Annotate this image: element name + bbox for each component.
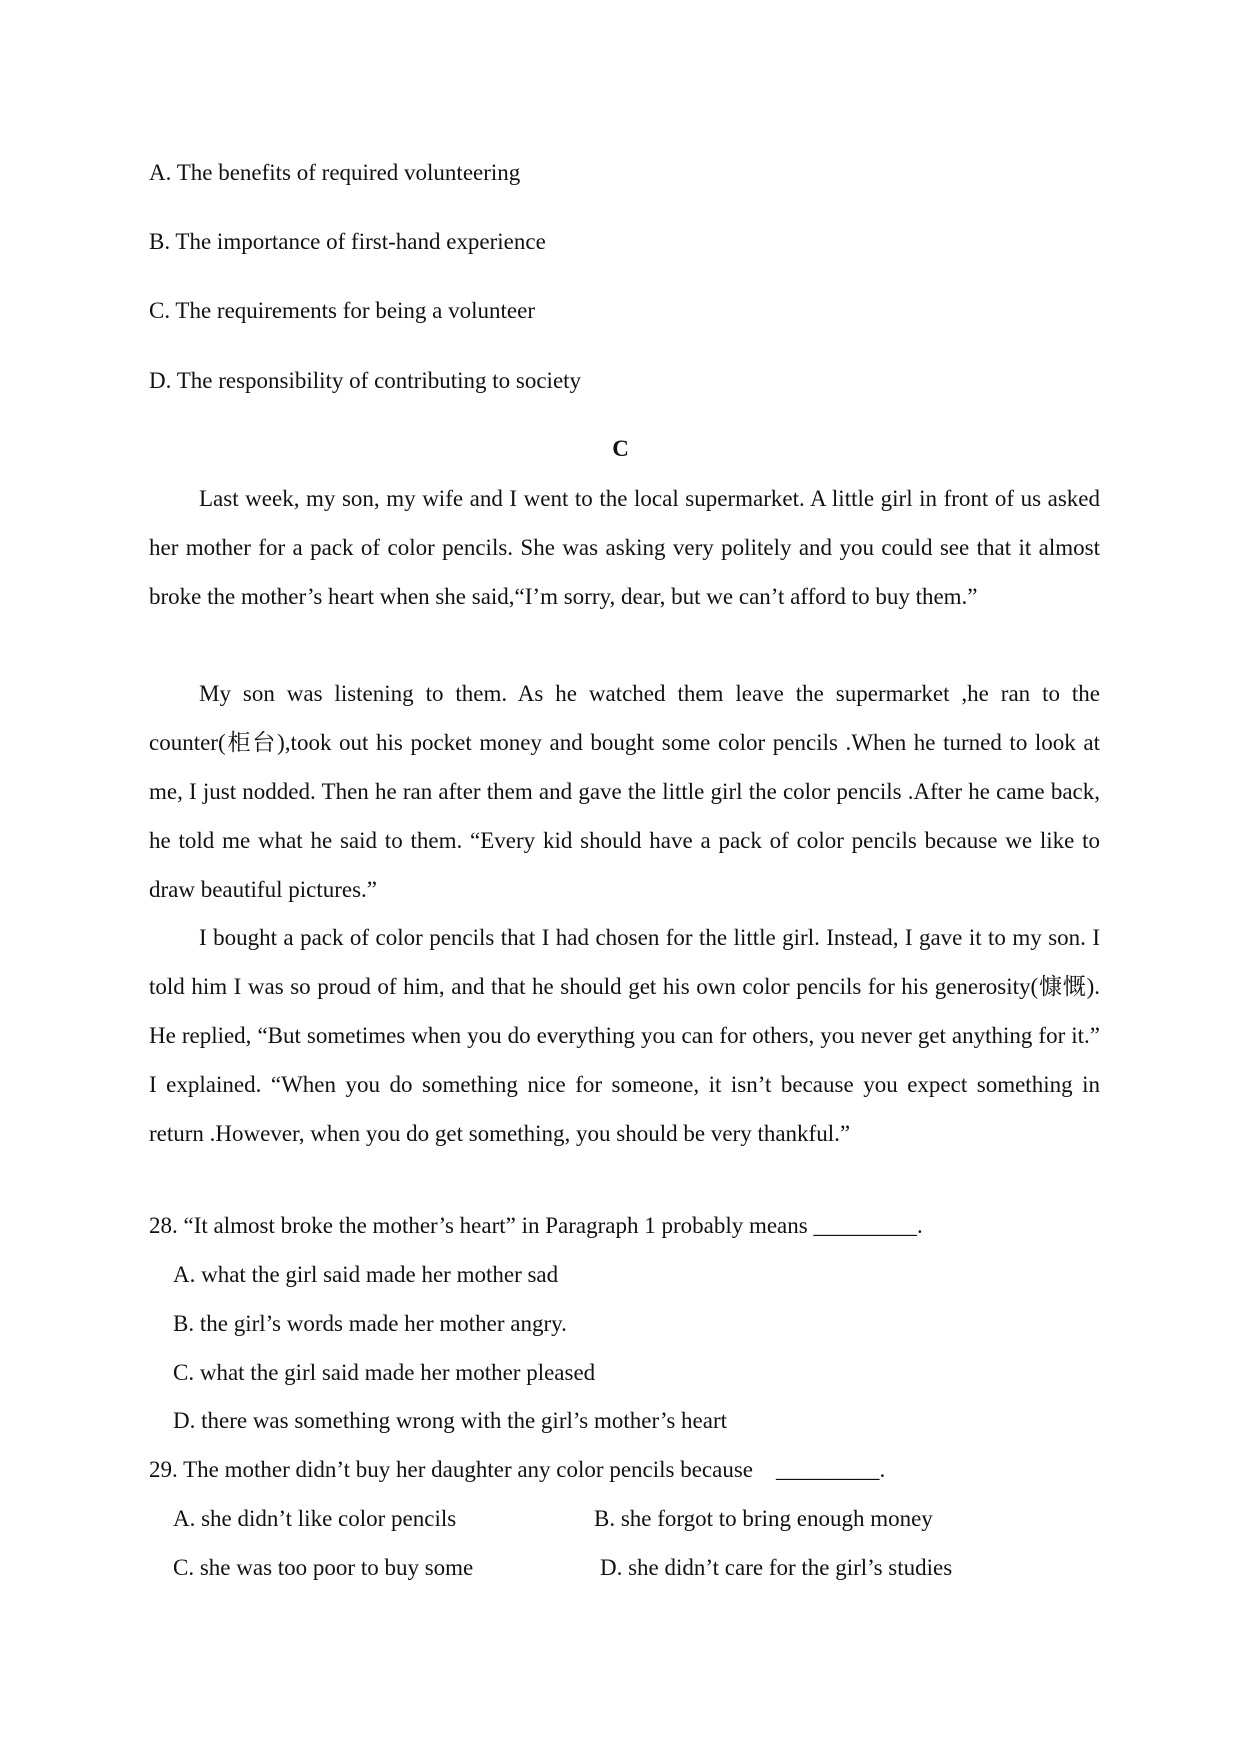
passage-paragraph-2: My son was listening to them. As he watched them leave the supermarket ,he ran to the counter(柜台),took out his pocket money and bought some color pencils .When he turned to look at me, I just nodded. Then he ran after them and gave the little girl the color pencils .After he came back, he told me what he said to them. “Every kid should have a pack of color pencils because we like to draw beautiful pictures.”: [149, 681, 1100, 902]
passage-paragraph-3: I bought a pack of color pencils that I had chosen for the little girl. Instead, I gave it to my son. I told him I was so proud of him, and that he should get his own color pencils for his generosity(慷慨). He replied, “But sometimes when you do everything you can for others, you never get anything for it.” I explained. “When you do something nice for someone, it isn’t because you expect something in return .However, when you do get something, you should be very thankful.”: [149, 925, 1100, 1146]
question-29-option-d: D. she didn’t care for the girl’s studies: [600, 1555, 953, 1580]
question-29-stem: 29. The mother didn’t buy her daughter any color pencils because _________.: [149, 1457, 886, 1482]
passage-paragraph-1: Last week, my son, my wife and I went to the local supermarket. A little girl in front of us asked her mother for a pack of color pencils. She was asking very politely and you could see that it almost broke the mother’s heart when she said,“I’m sorry, dear, but we can’t afford to buy them.”: [149, 486, 1100, 609]
section-heading: C: [612, 436, 629, 461]
question-29-option-c: C. she was too poor to buy some: [173, 1555, 474, 1580]
question-28-stem: 28. “It almost broke the mother’s heart” in Paragraph 1 probably means _________.: [149, 1213, 923, 1238]
question-28-option-c: C. what the girl said made her mother pleased: [173, 1360, 596, 1385]
question-28-option-b: B. the girl’s words made her mother angry.: [173, 1311, 567, 1336]
prev-option-c: C. The requirements for being a volunteer: [149, 298, 535, 323]
prev-option-d: D. The responsibility of contributing to society: [149, 368, 582, 393]
question-29-option-a: A. she didn’t like color pencils: [173, 1506, 457, 1531]
prev-option-b: B. The importance of first-hand experience: [149, 229, 546, 254]
question-28-option-d: D. there was something wrong with the girl’s mother’s heart: [173, 1408, 728, 1433]
question-29-option-b: B. she forgot to bring enough money: [594, 1506, 933, 1531]
question-28-option-a: A. what the girl said made her mother sad: [173, 1262, 559, 1287]
prev-option-a: A. The benefits of required volunteering: [149, 160, 521, 185]
